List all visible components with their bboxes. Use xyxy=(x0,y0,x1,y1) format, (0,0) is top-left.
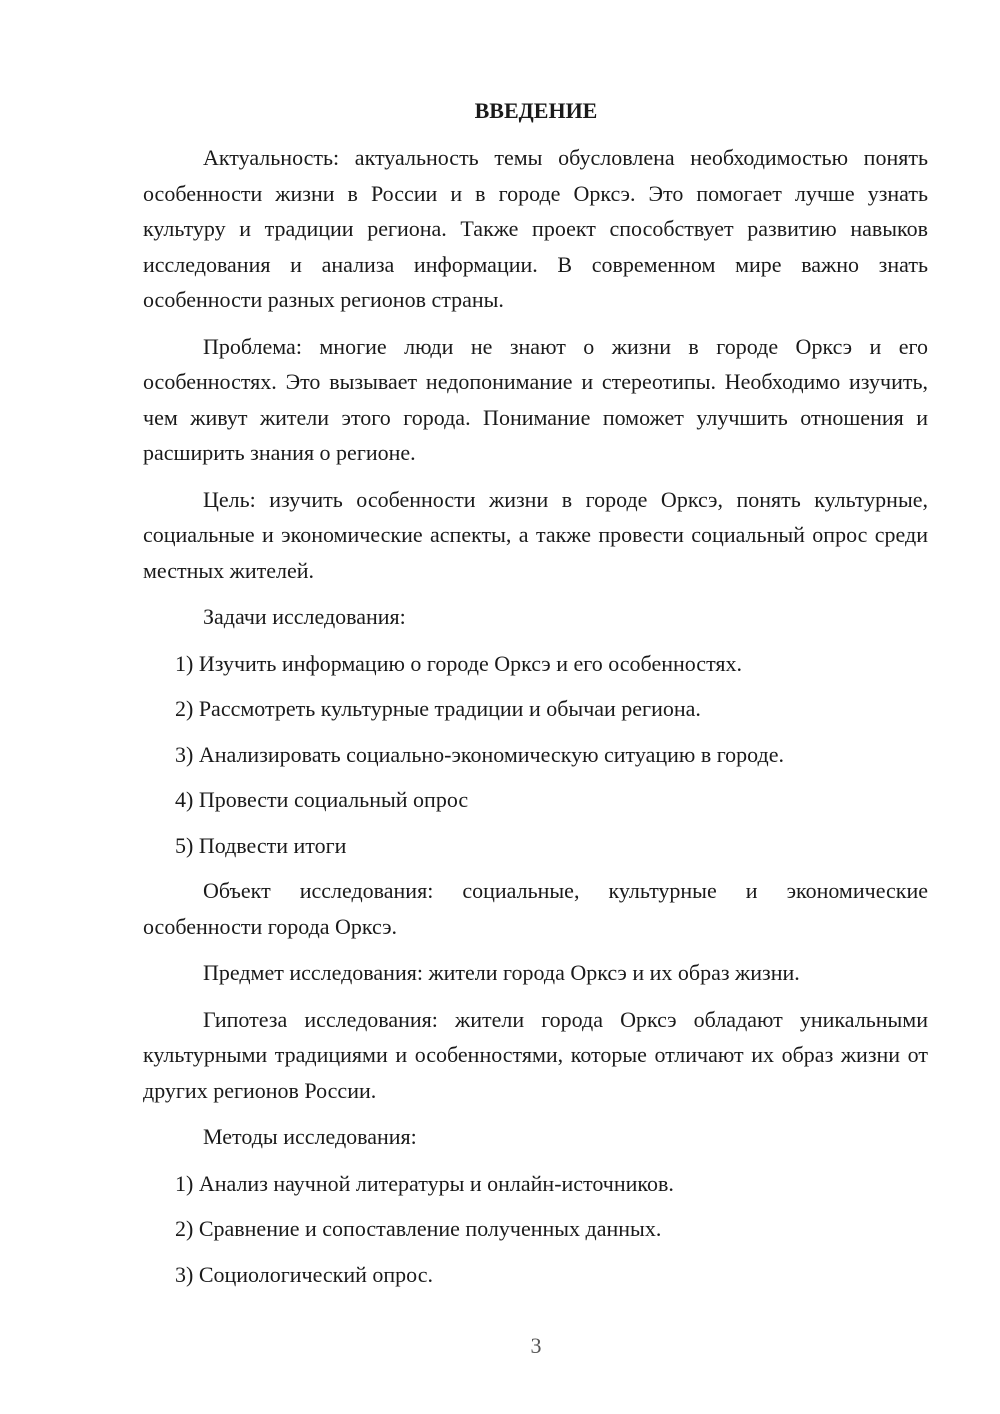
object-paragraph: Объект исследования: социальные, культурные и экономические особенности города Орксэ. xyxy=(143,878,928,939)
task-item: 3) Анализировать социально-экономическую ситуацию в городе. xyxy=(175,741,785,767)
page-title: ВВЕДЕНИЕ xyxy=(474,98,598,123)
hypothesis-paragraph: Гипотеза исследования: жители города Орксэ обладают уникальными культурными традициями и особенностями, которые отличают их образ жизни от других регионов России. xyxy=(143,1006,928,1103)
method-item: 1) Анализ научной литературы и онлайн-источников. xyxy=(175,1170,674,1196)
task-item: 1) Изучить информацию о городе Орксэ и его особенностях. xyxy=(175,650,743,676)
task-item: 5) Подвести итоги xyxy=(175,832,347,858)
methods-title: Методы исследования: xyxy=(203,1124,417,1149)
method-item: 3) Социологический опрос. xyxy=(175,1261,433,1287)
method-item: 2) Сравнение и сопоставление полученных данных. xyxy=(175,1216,662,1241)
document-body xyxy=(143,140,928,1302)
relevance-paragraph: Актуальность: актуальность темы обусловлена необходимостью понять особенности жизни в России и в городе Орксэ. Это помогает лучше узнать культуру и традиции региона. Также проект способствует развитию навыков исследования и анализа информации. В современном мире важно знать особенности разных регионов страны. xyxy=(143,145,928,312)
task-item: 4) Провести социальный опрос xyxy=(175,787,469,812)
task-item: 2) Рассмотреть культурные традиции и обычаи региона. xyxy=(175,696,701,721)
subject-paragraph: Предмет исследования: жители города Орксэ и их образ жизни. xyxy=(203,960,800,985)
problem-paragraph: Проблема: многие люди не знают о жизни в городе Орксэ и его особенностях. Это вызывает недопонимание и стереотипы. Необходимо изучить, чем живут жители этого города. Понимание поможет улучшить отношения и расширить знания о регионе. xyxy=(143,333,928,465)
page-number: 3 xyxy=(530,1333,542,1358)
goal-paragraph: Цель: изучить особенности жизни в городе Орксэ, понять культурные, социальные и экономические аспекты, а также провести социальный опрос среди местных жителей. xyxy=(143,486,928,583)
tasks-title: Задачи исследования: xyxy=(203,604,406,629)
